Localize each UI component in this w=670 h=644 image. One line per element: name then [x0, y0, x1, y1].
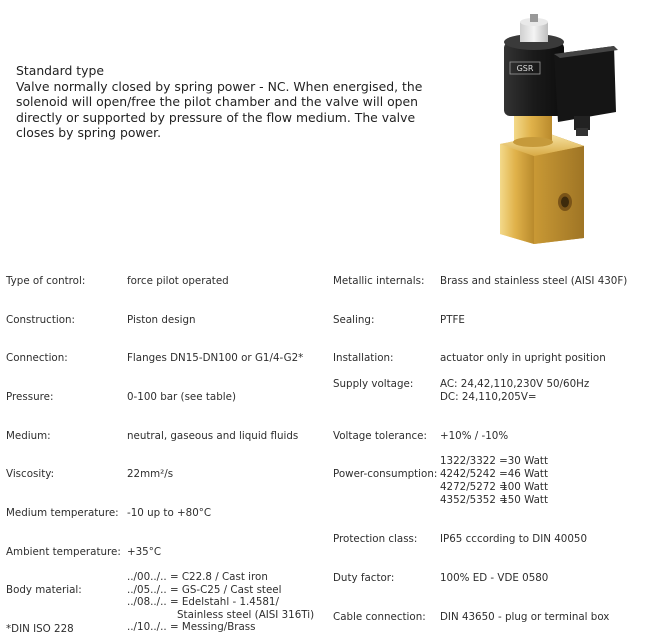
spec-value: -10 up to +80°C: [127, 507, 212, 519]
power-row: [440, 494, 548, 507]
sealing-label: Sealing:: [333, 314, 375, 326]
duty-factor-label: Duty factor:: [333, 572, 395, 584]
spec-value: Flanges DN15-DN100 or G1/4-G2*: [127, 352, 304, 364]
footnote: *DIN ISO 228: [6, 623, 74, 635]
power-models: 4272/5272 =: [440, 481, 508, 493]
power-row: [440, 481, 548, 494]
power-consumption-table: [440, 455, 548, 507]
supply-voltage-ac: AC: 24,42,110,230V 50/60Hz: [440, 378, 590, 390]
installation-label: Installation:: [333, 352, 394, 364]
power-watt: 30 Watt: [507, 455, 548, 467]
cable-connection-value: DIN 43650 - plug or terminal box: [440, 611, 610, 623]
power-models: 4242/5242 =: [440, 468, 508, 480]
power-consumption-label: Power-consumption:: [333, 468, 438, 480]
voltage-tolerance-value: +10% / -10%: [440, 430, 509, 442]
power-row: [440, 455, 548, 468]
spec-label: Viscosity:: [6, 468, 55, 480]
body-material-label: Body material:: [6, 584, 82, 596]
power-models: 1322/3322 =: [440, 455, 508, 467]
power-models: 4352/5352 =: [440, 494, 508, 506]
spec-label: Pressure:: [6, 391, 54, 403]
power-watt: 100 Watt: [501, 481, 548, 493]
solenoid-valve-image: [492, 12, 642, 244]
spec-label: Connection:: [6, 352, 68, 364]
spec-value: neutral, gaseous and liquid fluids: [127, 430, 299, 442]
protection-class-label: Protection class:: [333, 533, 418, 545]
sealing-value: PTFE: [440, 314, 465, 326]
intro-heading: Standard type: [16, 63, 104, 78]
power-watt: 150 Watt: [501, 494, 548, 506]
spec-label: Construction:: [6, 314, 76, 326]
power-watt: 46 Watt: [507, 468, 548, 480]
spec-value: force pilot operated: [127, 275, 229, 287]
body-material-line: Stainless steel (AISI 316Ti): [177, 608, 315, 621]
voltage-tolerance-label: Voltage tolerance:: [333, 430, 427, 442]
spec-value: Piston design: [127, 314, 196, 326]
supply-voltage-label: Supply voltage:: [333, 378, 414, 390]
intro-text: [16, 63, 436, 141]
metallic-internals-value: Brass and stainless steel (AISI 430F): [440, 275, 628, 287]
cable-connection-label: Cable connection:: [333, 611, 426, 623]
supply-voltage-value: [440, 378, 589, 404]
spec-label: Type of control:: [6, 275, 86, 287]
spec-label: Medium temperature:: [6, 507, 119, 519]
body-material-line: ../05../.. = GS-C25 / Cast steel: [127, 583, 282, 596]
spec-label: Ambient temperature:: [6, 546, 121, 558]
body-material-value: [127, 571, 314, 634]
spec-value: 22mm²/s: [127, 468, 174, 480]
body-material-line: ../10../.. = Messing/Brass: [127, 621, 256, 634]
duty-factor-value: 100% ED - VDE 0580: [440, 572, 549, 584]
supply-voltage-dc: DC: 24,110,205V=: [440, 391, 537, 403]
body-material-line: ../00../.. = C22.8 / Cast iron: [127, 571, 268, 583]
intro-description: Valve normally closed by spring power - NC. When energised, the solenoid will open/free the pilot chamber and the valve will open directly or supported by pressure of the flow medium. The valve closes by spring power.: [16, 78, 423, 141]
spec-value: +35°C: [127, 546, 162, 558]
body-material-line: ../08../.. = Edelstahl - 1.4581/: [127, 596, 279, 609]
power-row: [440, 468, 548, 481]
spec-label: Medium:: [6, 430, 51, 442]
spec-value: 0-100 bar (see table): [127, 391, 236, 403]
installation-value: actuator only in upright position: [440, 352, 606, 364]
brand-logo: GSR: [516, 64, 534, 73]
protection-class-value: IP65 cccording to DIN 40050: [440, 533, 587, 545]
metallic-internals-label: Metallic internals:: [333, 275, 425, 287]
